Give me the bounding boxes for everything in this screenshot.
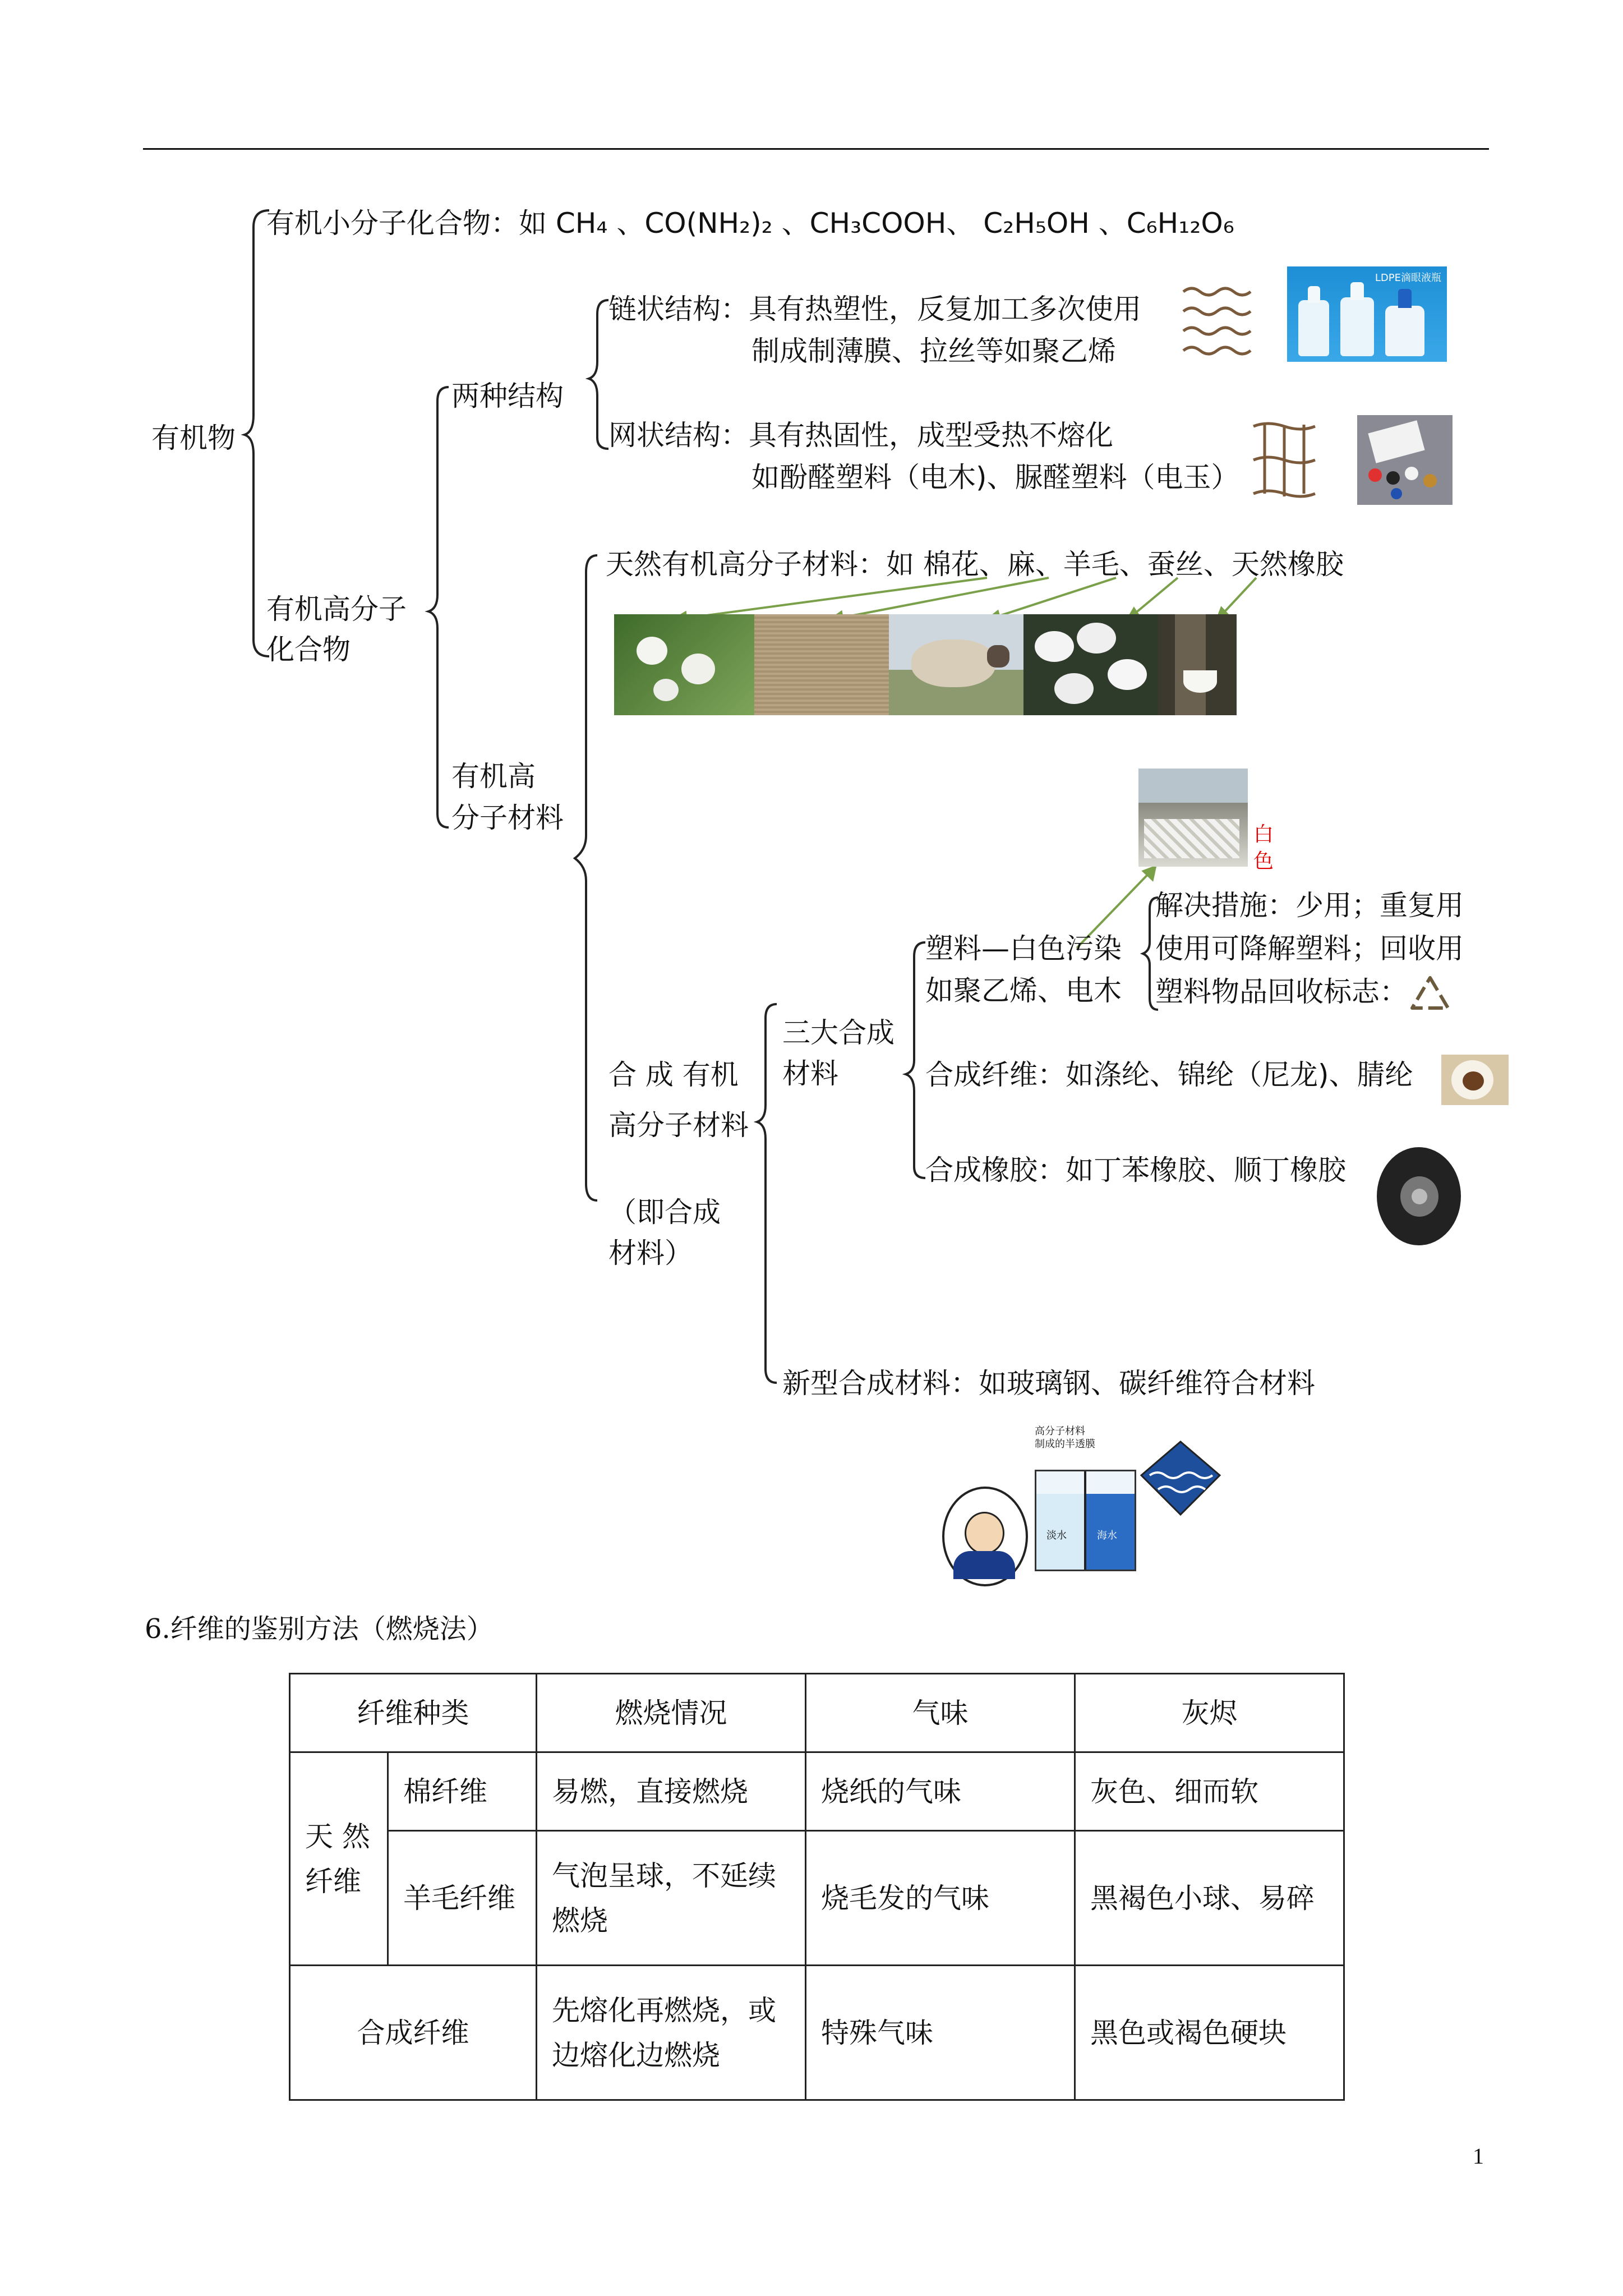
- row3-burn: [537, 1966, 806, 2100]
- table-row: [290, 1752, 1344, 1831]
- network-structure-icon: [1251, 418, 1318, 502]
- natural-group-line1: 天 然: [305, 1820, 370, 1853]
- row1-smell: 烧纸的气味: [806, 1752, 1075, 1831]
- three-synthetic-line1: 三大合成: [782, 1016, 895, 1049]
- synthetic-fiber-label: 合成纤维：如涤纶、锦纶（尼龙)、腈纶: [925, 1059, 1413, 1091]
- synthetic-material-line3: （即合成: [608, 1196, 721, 1228]
- sea-water-triangle-icon: [1138, 1439, 1223, 1517]
- header-fiber-type: 纤维种类: [290, 1674, 537, 1752]
- network-structure-line2: 如酚醛塑料（电木)、脲醛塑料（电玉）: [751, 461, 1239, 494]
- row1-burn: 易燃，直接燃烧: [537, 1752, 806, 1831]
- bakelite-parts-image: [1357, 415, 1453, 505]
- section-title: 6.纤维的鉴别方法（燃烧法）: [145, 1613, 494, 1645]
- root-label: 有机物: [151, 422, 236, 454]
- chain-structure-icon: [1181, 280, 1256, 367]
- row3-burn-line2: 边熔化边燃烧: [552, 2039, 720, 2072]
- table-header-row: [290, 1674, 1344, 1752]
- hemp-image: [754, 614, 889, 715]
- polymer-material-line2: 分子材料: [451, 802, 564, 834]
- chain-structure-line1: 链状结构：具有热塑性，反复加工多次使用: [608, 293, 1141, 325]
- dropper-bottles-image: [1287, 266, 1447, 362]
- white-pollution-image: [1138, 769, 1248, 867]
- fresh-water-label: 淡水: [1046, 1530, 1067, 1542]
- row1-type: 棉纤维: [388, 1752, 537, 1831]
- measures-line1: 解决措施：少用；重复用: [1155, 889, 1464, 922]
- polymer-compound-line1: 有机高分子: [266, 593, 407, 625]
- bottle-label: LDPE滴眼液瓶: [1375, 272, 1441, 284]
- membrane-tank: [1035, 1470, 1136, 1571]
- row3-smell: 特殊气味: [806, 1966, 1075, 2100]
- row2-burn-line1: 气泡呈球，不延续: [552, 1859, 776, 1892]
- synthetic-material-line4: 材料）: [608, 1237, 693, 1269]
- polymer-compound-line2: 化合物: [266, 633, 351, 666]
- membrane-label-2: 制成的半透膜: [1035, 1438, 1095, 1451]
- header-burning: 燃烧情况: [537, 1674, 806, 1752]
- fiber-identification-table: [289, 1673, 1345, 2101]
- silkworm-cocoon-image: [1023, 614, 1158, 715]
- header-ash: 灰烬: [1075, 1674, 1344, 1752]
- synthetic-material-line1: 合 成 有机: [608, 1059, 739, 1091]
- plastic-line1: 塑料—白色污染: [925, 932, 1122, 965]
- membrane-label-1: 高分子材料: [1035, 1425, 1085, 1437]
- row3-burn-line1: 先熔化再燃烧，或: [552, 1994, 776, 2027]
- row3-ash: 黑色或褐色硬块: [1075, 1966, 1344, 2100]
- network-structure-line1: 网状结构：具有热固性，成型受热不熔化: [608, 419, 1113, 452]
- natural-rubber-image: [1158, 614, 1237, 715]
- measures-line2: 使用可降解塑料；回收用: [1155, 932, 1464, 965]
- natural-group-line2: 纤维: [305, 1865, 361, 1898]
- recycle-icon: [1408, 973, 1453, 1013]
- synthetic-material-line2: 高分子材料: [608, 1109, 749, 1142]
- row2-smell: 烧毛发的气味: [806, 1831, 1075, 1966]
- plastic-line2: 如聚乙烯、电木: [925, 974, 1122, 1007]
- page-number: 1: [1473, 2143, 1484, 2169]
- row2-type: 羊毛纤维: [388, 1831, 537, 1966]
- white-label-1: 白: [1253, 823, 1274, 846]
- two-structures-label: 两种结构: [451, 380, 564, 412]
- new-material-label: 新型合成材料：如玻璃钢、碳纤维符合材料: [782, 1367, 1315, 1400]
- row1-ash: 灰色、细而软: [1075, 1752, 1344, 1831]
- sheep-image: [889, 614, 1023, 715]
- row3-type: 合成纤维: [290, 1966, 537, 2100]
- synthetic-rubber-label: 合成橡胶：如丁苯橡胶、顺丁橡胶: [925, 1154, 1346, 1186]
- membrane-caption: [1035, 1425, 1124, 1458]
- row2-burn-line2: 燃烧: [552, 1904, 608, 1937]
- chain-structure-line2: 制成制薄膜、拉丝等如聚乙烯: [751, 335, 1116, 367]
- three-synthetic-line2: 材料: [782, 1057, 838, 1090]
- natural-material-label: 天然有机高分子材料：如 棉花、麻、羊毛、蚕丝、天然橡胶: [606, 548, 1344, 581]
- natural-fiber-group-cell: [290, 1752, 388, 1966]
- sea-water-label: 海水: [1097, 1530, 1117, 1542]
- membrane-desalination-image: [937, 1425, 1228, 1588]
- row2-burn: [537, 1831, 806, 1966]
- synthetic-fiber-image: [1441, 1055, 1509, 1105]
- table-row: [290, 1831, 1344, 1966]
- rubber-tire-image: [1371, 1142, 1469, 1251]
- white-label-2: 色: [1253, 850, 1274, 873]
- table-row: [290, 1966, 1344, 2100]
- measures-line3: 塑料物品回收标志：: [1155, 976, 1408, 1008]
- small-molecule-label: 有机小分子化合物：如 CH₄ 、CO(NH₂)₂ 、CH₃COOH、 C₂H₅OH 、C₆H₁₂O₆: [266, 207, 1234, 240]
- row2-ash: 黑褐色小球、易碎: [1075, 1831, 1344, 1966]
- header-smell: 气味: [806, 1674, 1075, 1752]
- polymer-material-line1: 有机高: [451, 760, 536, 793]
- cotton-image: [614, 614, 754, 715]
